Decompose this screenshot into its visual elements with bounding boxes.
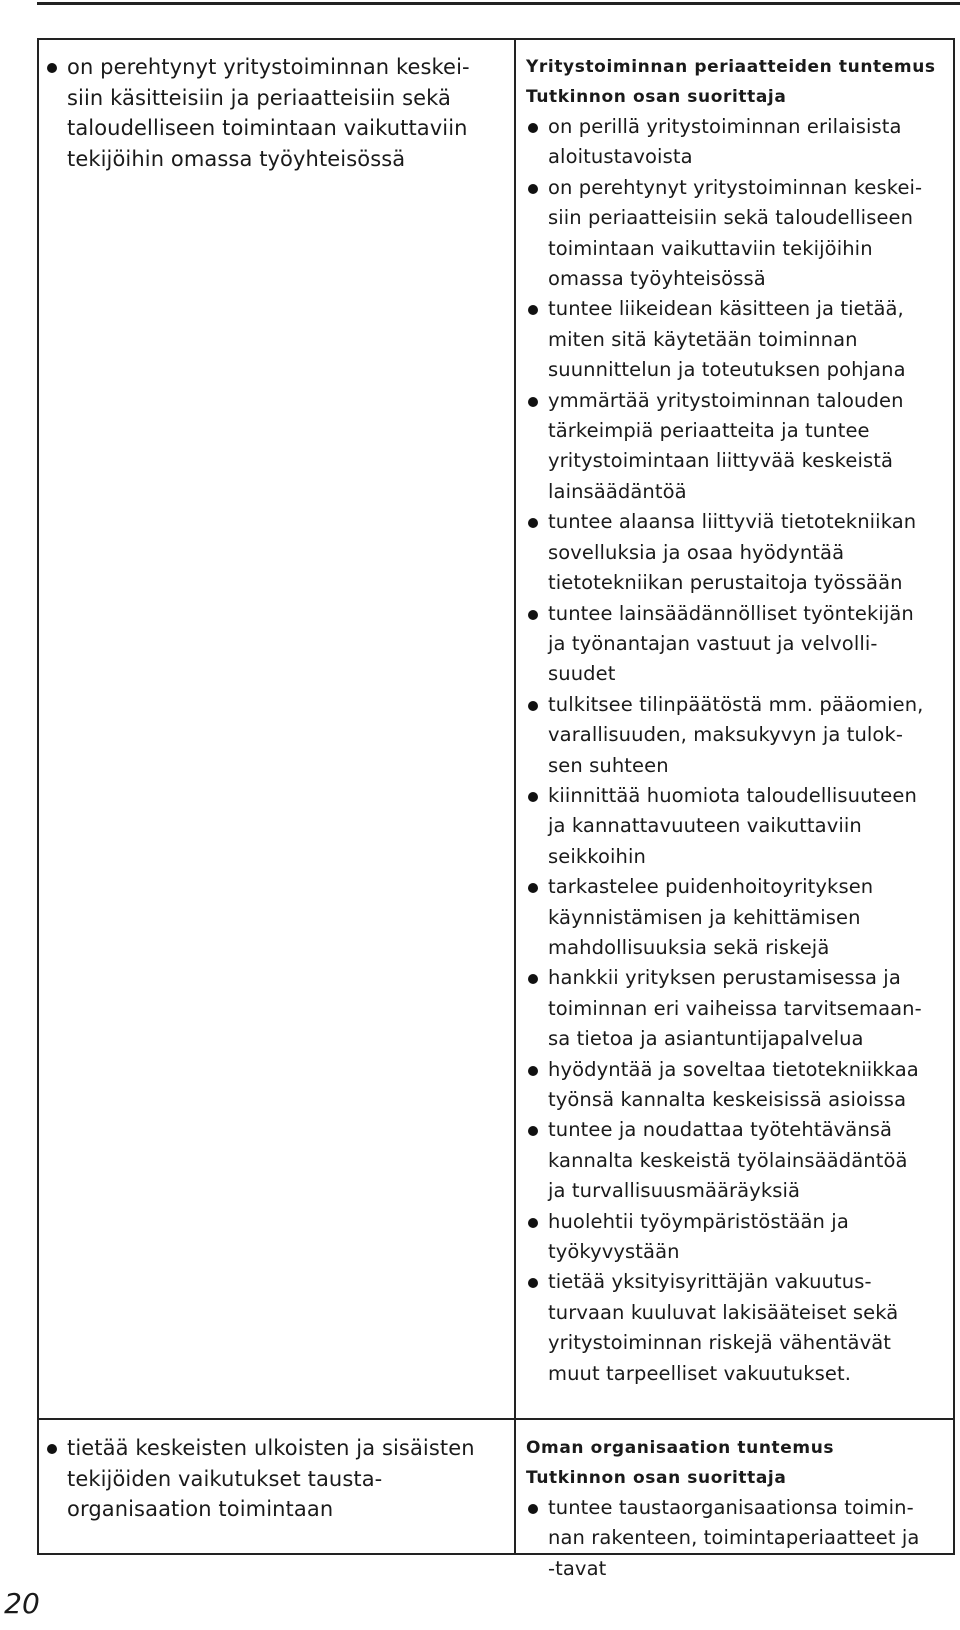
bullet-icon	[47, 1444, 57, 1454]
list-item	[526, 1267, 953, 1389]
list-item-text: ymmärtää yritystoiminnan talouden tärkeimpiä periaatteita ja tuntee yritystoimintaan liittyvää keskeistä lainsäädäntöä	[548, 388, 904, 503]
section-heading-organisation: Oman organisaation tuntemus	[526, 1438, 835, 1458]
list-item	[526, 872, 953, 963]
list-item	[526, 963, 953, 1054]
list-item	[526, 1207, 953, 1268]
list-item	[526, 386, 953, 508]
row1-right-list	[526, 112, 953, 1389]
list-item-text: huolehtii työympäristöstään ja työkyvystään	[548, 1209, 849, 1264]
bullet-icon	[528, 1126, 538, 1136]
list-item-text: hankkii yrityksen perustamisessa ja toiminnan eri vaiheissa tarvitsemaan- sa tietoa ja asiantuntijapalvelua	[548, 966, 922, 1051]
section-subheading: Tutkinnon osan suorittaja	[526, 1468, 787, 1488]
list-item-text: on perillä yritystoiminnan erilaisista aloitustavoista	[548, 115, 902, 169]
top-rule	[37, 2, 960, 5]
list-item-text: tuntee lainsäädännölliset työntekijän ja työnantajan vastuut ja velvolli- suudet	[548, 601, 914, 686]
list-item	[526, 1493, 953, 1584]
bullet-icon	[528, 610, 538, 620]
list-item-text: tuntee liikeidean käsitteen ja tietää, miten sitä käytetään toiminnan suunnittelun ja toteutuksen pohjana	[548, 297, 906, 382]
list-item	[526, 599, 953, 690]
bullet-icon	[528, 1218, 538, 1228]
list-item-text: tuntee taustaorganisaationsa toimin- nan rakenteen, toimintaperiaatteet ja -tavat	[548, 1496, 920, 1580]
row1-right-cell	[526, 52, 953, 1389]
list-item-text: tietää yksityisyrittäjän vakuutus- turvaan kuuluvat lakisääteiset sekä yritystoiminnan riskejä vähentävät muut tarpeelliset vakuutukset.	[548, 1270, 899, 1385]
list-item	[526, 690, 953, 781]
list-item-text: tietää keskeisten ulkoisten ja sisäisten tekijöiden vaikutukset tausta- organisaation toimintaan	[67, 1436, 475, 1521]
bullet-icon	[528, 518, 538, 528]
bullet-icon	[528, 883, 538, 893]
list-item-text: tuntee alaansa liittyviä tietotekniikan sovelluksia ja osaa hyödyntää tietotekniikan perustaitoja työssään	[548, 510, 917, 595]
bullet-icon	[528, 397, 538, 407]
bullet-icon	[528, 1504, 538, 1514]
list-item	[45, 52, 507, 174]
list-item-text: kiinnittää huomiota taloudellisuuteen ja kannattavuuteen vaikuttaviin seikkoihin	[548, 783, 917, 868]
list-item-text: on perehtynyt yritystoiminnan keskei- siin käsitteisiin ja periaatteisiin sekä taloudelliseen toimintaan vaikuttaviin tekijöihin omassa työyhteisössä	[67, 55, 470, 171]
bullet-icon	[47, 63, 57, 73]
list-item-text: hyödyntää ja soveltaa tietotekniikkaa työnsä kannalta keskeisissä asioissa	[548, 1057, 919, 1111]
list-item	[526, 781, 953, 872]
list-item	[526, 112, 953, 173]
row2-right-list	[526, 1493, 953, 1584]
list-item-text: tarkastelee puidenhoitoyrityksen käynnistämisen ja kehittämisen mahdollisuuksia sekä riskejä	[548, 875, 874, 959]
bullet-icon	[528, 974, 538, 984]
page-number: 20	[4, 1587, 40, 1620]
list-item	[526, 294, 953, 385]
bullet-icon	[528, 1278, 538, 1288]
bullet-icon	[528, 184, 538, 194]
row2-left-list	[45, 1433, 507, 1525]
bullet-icon	[528, 1066, 538, 1076]
list-item	[526, 507, 953, 598]
list-item-text: tuntee ja noudattaa työtehtävänsä kannalta keskeistä työlainsäädäntöä ja turvallisuusmääräyksiä	[548, 1118, 908, 1203]
column-divider	[514, 40, 516, 1553]
bullet-icon	[528, 792, 538, 802]
row2-left-cell	[45, 1433, 507, 1525]
row-divider	[39, 1418, 953, 1420]
list-item-text: tulkitsee tilinpäätöstä mm. pääomien, varallisuuden, maksukyvyn ja tulok- sen suhteen	[548, 692, 924, 777]
list-item-text: on perehtynyt yritystoiminnan keskei- siin periaatteisiin sekä taloudelliseen toimintaan vaikuttaviin tekijöihin omassa työyhteisössä	[548, 175, 923, 291]
bullet-icon	[528, 305, 538, 315]
criteria-table	[37, 38, 955, 1580]
row1-left-list	[45, 52, 507, 174]
section-heading-business: Yritystoiminnan periaatteiden tuntemus	[526, 57, 936, 77]
list-item	[526, 1115, 953, 1206]
row1-left-cell	[45, 52, 507, 174]
bullet-icon	[528, 701, 538, 711]
list-item	[526, 1055, 953, 1116]
section-subheading: Tutkinnon osan suorittaja	[526, 87, 787, 107]
row2-right-cell	[526, 1433, 953, 1584]
list-item	[45, 1433, 507, 1525]
bullet-icon	[528, 123, 538, 133]
list-item	[526, 173, 953, 295]
